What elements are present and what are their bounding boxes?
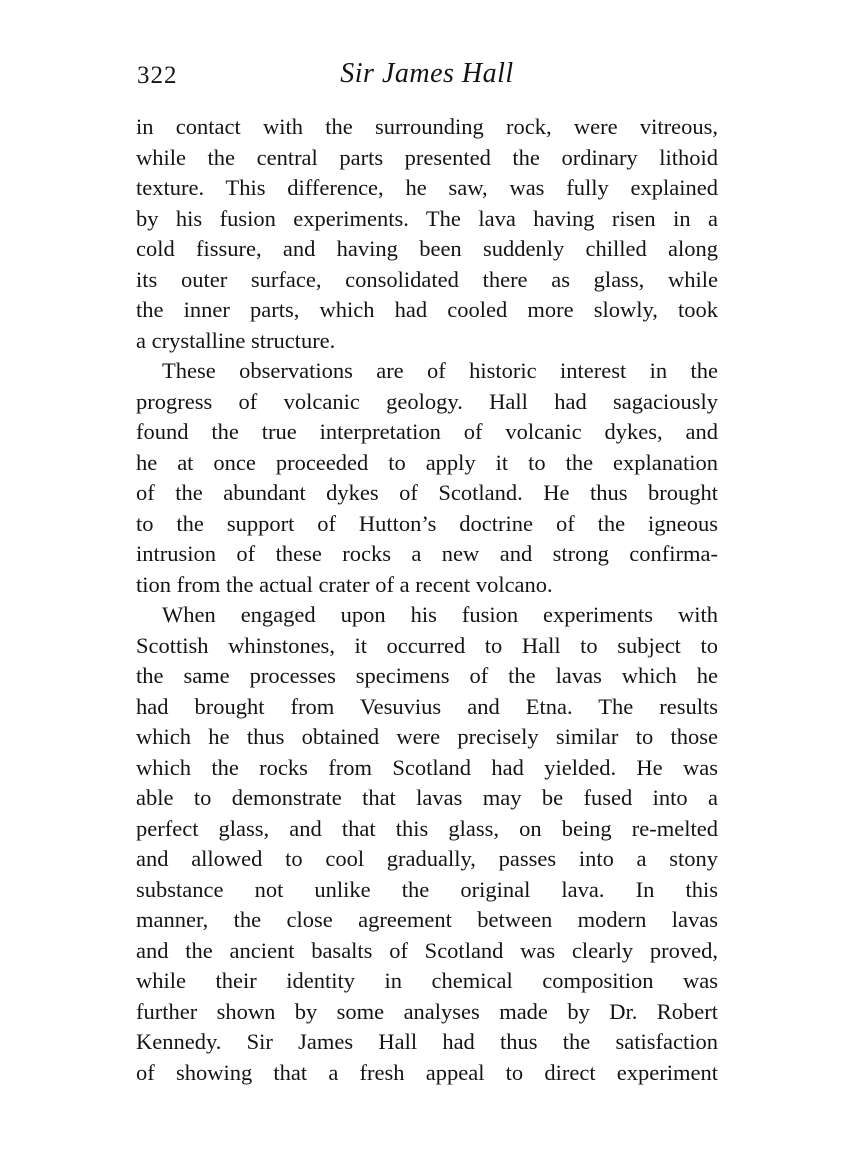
text-line: able to demonstrate that lavas may be fused into a <box>136 785 718 810</box>
text-line: and allowed to cool gradually, passes into a stony <box>136 846 718 871</box>
text-line: its outer surface, consolidated there as glass, while <box>136 266 718 292</box>
text-line: in contact with the surrounding rock, were vitreous, <box>136 114 718 139</box>
text-line: a crystalline structure. <box>136 327 336 353</box>
text-line: cold fissure, and having been suddenly chilled along <box>136 236 718 261</box>
text-line: substance not unlike the original lava. In this <box>136 876 718 902</box>
text-line: which the rocks from Scotland had yielded. He was <box>136 754 718 780</box>
text-line: These observations are of historic interest in the <box>162 358 718 383</box>
text-line: had brought from Vesuvius and Etna. The results <box>136 693 718 719</box>
text-line: intrusion of these rocks a new and strong confirma- <box>136 541 718 566</box>
text-line: Scottish whinstones, it occurred to Hall to subject to <box>136 632 718 658</box>
text-line: Kennedy. Sir James Hall had thus the satisfaction <box>136 1029 718 1054</box>
text-line: manner, the close agreement between modern lavas <box>136 907 718 932</box>
text-line: texture. This difference, he saw, was fully explained <box>136 175 718 200</box>
page-number: 322 <box>137 62 178 89</box>
text-line: which he thus obtained were precisely similar to those <box>136 724 718 749</box>
text-line: perfect glass, and that this glass, on being re-melted <box>136 815 718 841</box>
text-line: and the ancient basalts of Scotland was clearly proved, <box>136 937 718 963</box>
page-header <box>137 58 717 98</box>
text-line: tion from the actual crater of a recent volcano. <box>136 571 553 597</box>
text-line: When engaged upon his fusion experiments with <box>162 602 718 627</box>
text-line: he at once proceeded to apply it to the explanation <box>136 449 718 475</box>
text-line: the same processes specimens of the lavas which he <box>136 663 718 688</box>
text-line: the inner parts, which had cooled more slowly, took <box>136 297 718 322</box>
text-line: while the central parts presented the ordinary lithoid <box>136 144 718 170</box>
running-title: Sir James Hall <box>340 58 514 89</box>
text-line: of showing that a fresh appeal to direct experiment <box>136 1059 718 1085</box>
text-line: by his fusion experiments. The lava having risen in a <box>136 205 718 231</box>
text-line: of the abundant dykes of Scotland. He thus brought <box>136 480 718 505</box>
text-line: to the support of Hutton’s doctrine of the igneous <box>136 510 718 536</box>
text-line: found the true interpretation of volcanic dykes, and <box>136 419 718 444</box>
text-line: further shown by some analyses made by Dr. Robert <box>136 998 718 1024</box>
text-line: progress of volcanic geology. Hall had sagaciously <box>136 388 718 414</box>
text-line: while their identity in chemical composition was <box>136 968 718 993</box>
body-text <box>136 112 718 1088</box>
